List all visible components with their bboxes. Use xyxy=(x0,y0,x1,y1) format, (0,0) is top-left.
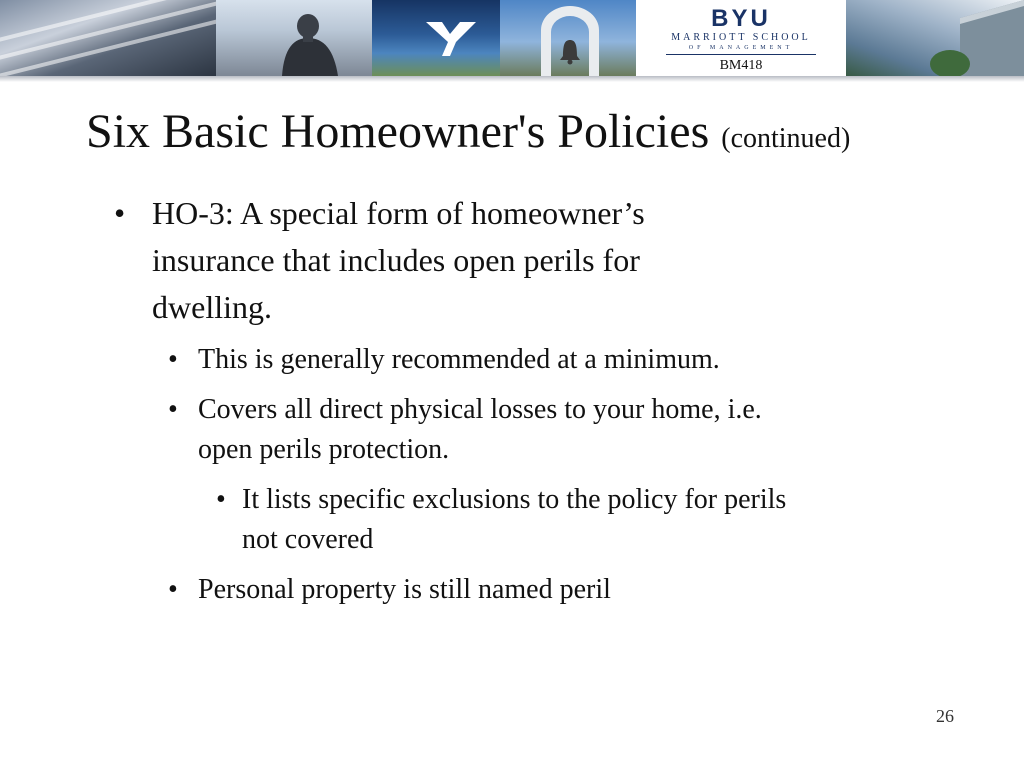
bullet-line: Personal property is still named peril xyxy=(198,574,611,605)
byu-logo-block xyxy=(636,0,846,76)
bullet-line: open perils protection. xyxy=(198,434,450,465)
bullet-line: This is generally recommended at a minimum. xyxy=(198,344,720,375)
slide-title xyxy=(86,104,986,167)
bullet-marker: • xyxy=(168,574,178,605)
logo-rule xyxy=(666,54,816,55)
byu-logo: BYU xyxy=(711,5,771,32)
banner-shadow xyxy=(0,76,1024,82)
slide-title-suffix: (continued) xyxy=(721,123,851,154)
course-code: BM418 xyxy=(719,58,763,73)
bullet-marker: • xyxy=(168,394,178,425)
school-name-line2: OF MANAGEMENT xyxy=(688,45,794,51)
school-name-line1: MARRIOTT SCHOOL xyxy=(671,32,811,43)
bullet-line: dwelling. xyxy=(152,289,272,325)
statue-icon xyxy=(270,12,340,76)
banner-photo-glass-building xyxy=(0,0,216,76)
campus-building-icon xyxy=(930,0,1024,76)
bullet-line: not covered xyxy=(242,524,374,555)
bullet-marker: • xyxy=(168,344,178,375)
slide-title-text: Six Basic Homeowner's Policies xyxy=(86,105,710,158)
bullet-line: HO-3: A special form of homeowner’s xyxy=(152,195,645,231)
bullet-marker: • xyxy=(216,484,226,515)
bullet-line: Covers all direct physical losses to your home, i.e. xyxy=(198,394,762,425)
bullet-line: It lists specific exclusions to the policy for perils xyxy=(242,484,787,515)
header-banner xyxy=(0,0,1024,76)
bullet-line: insurance that includes open perils for xyxy=(152,242,640,278)
bell-tower-icon xyxy=(525,6,615,76)
bullet-marker: • xyxy=(114,195,126,231)
mountain-y-icon xyxy=(420,18,480,58)
page-number: 26 xyxy=(936,706,954,726)
